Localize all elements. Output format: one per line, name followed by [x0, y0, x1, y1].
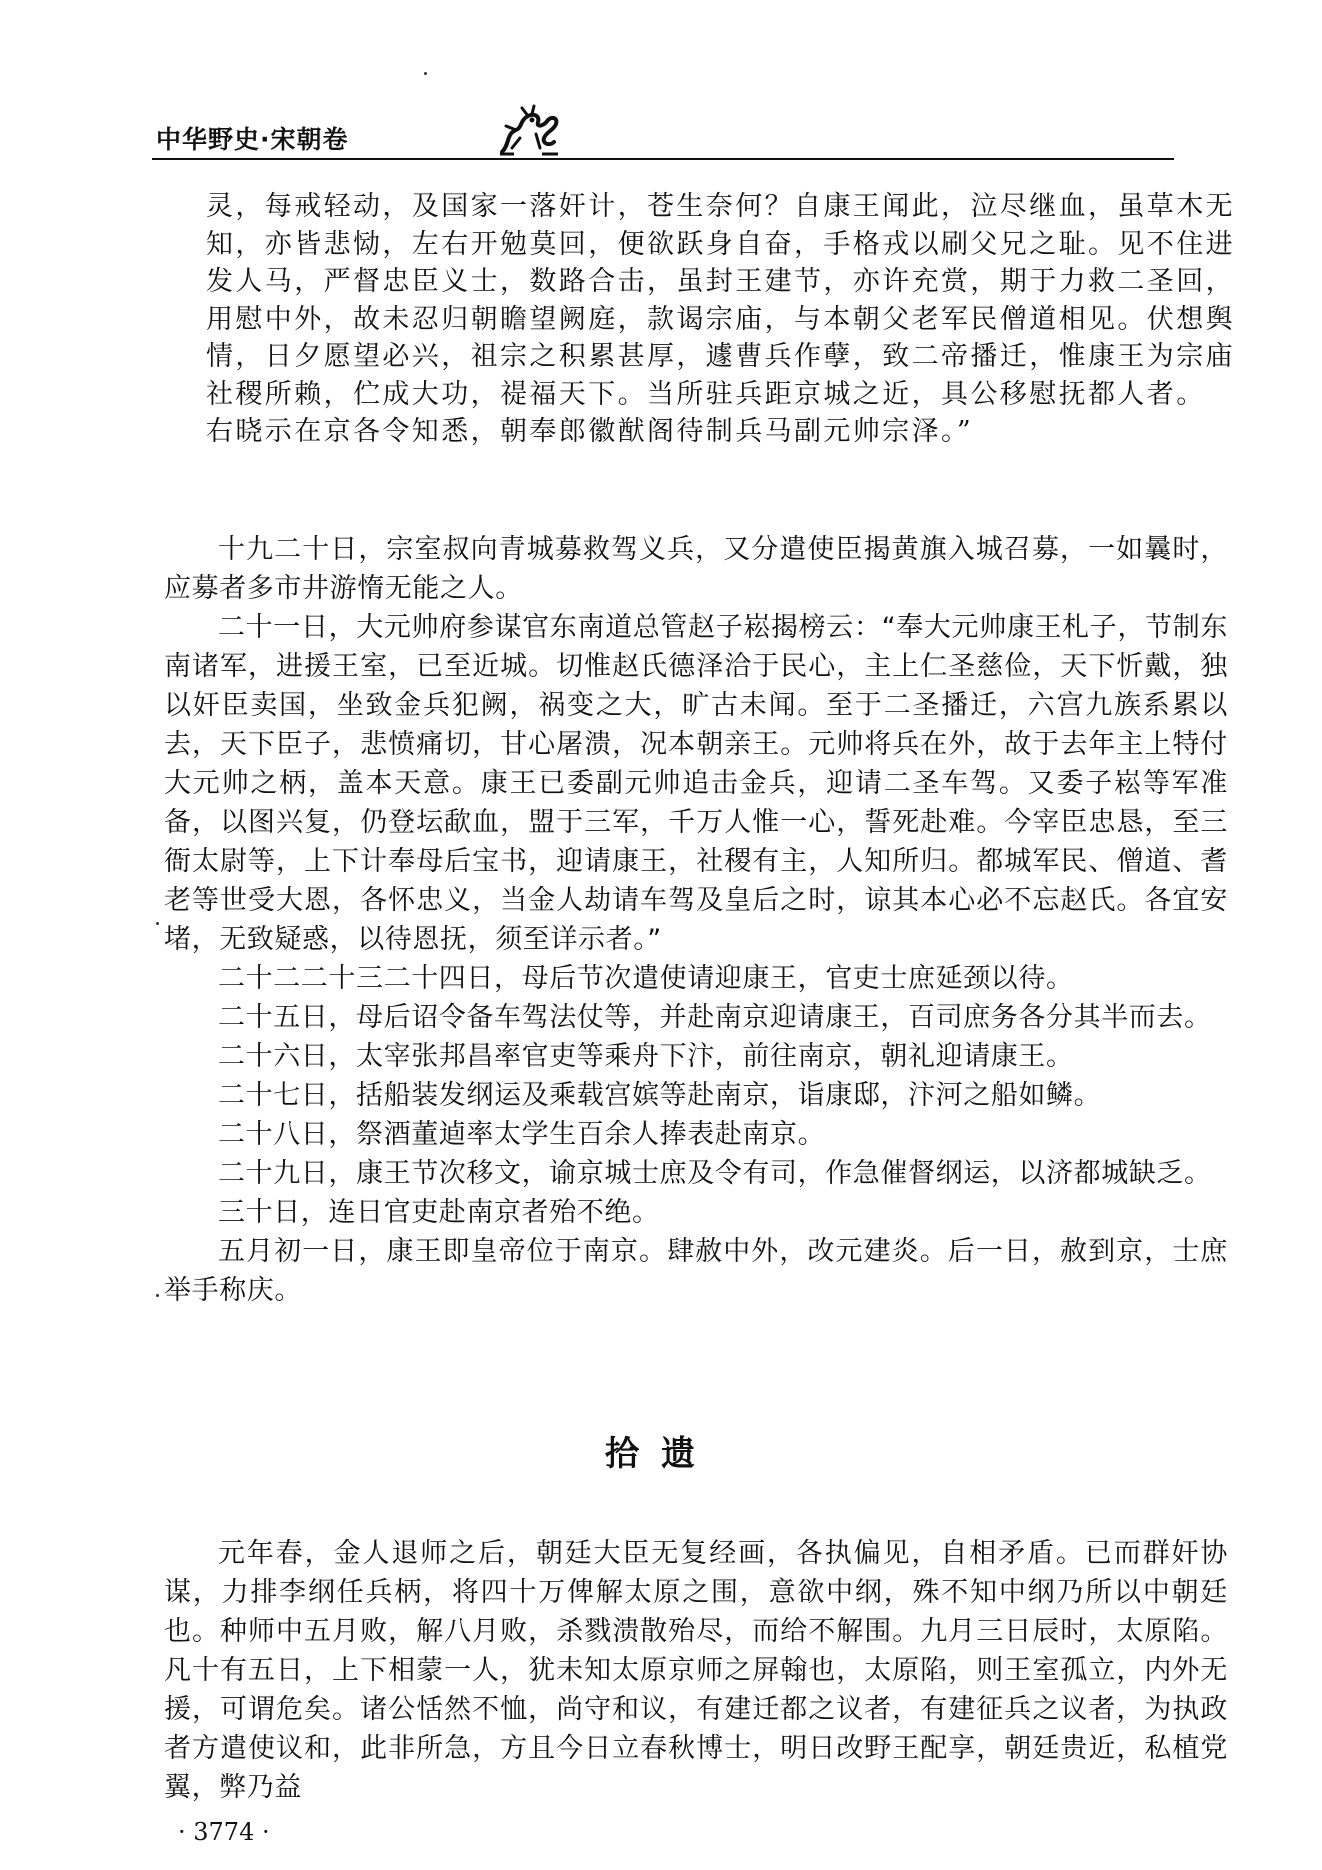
scan-speck: [156, 1294, 159, 1297]
paragraph: 二十六日，太宰张邦昌率官吏等乘舟下汴，前往南京，朝礼迎请康王。: [218, 1041, 1074, 1072]
running-header: [152, 112, 1174, 168]
quote-block: [206, 188, 1235, 451]
header-rule: [152, 158, 1174, 160]
section-text: [164, 1534, 1228, 1807]
paragraph: 三十日，连日官吏赴南京者殆不绝。: [218, 1197, 660, 1228]
scan-speck: [424, 72, 427, 75]
quote-line: 社稷所赖，伫成大功，禔福天下。当所驻兵距京城之近，具公移慰抚都人者。: [206, 378, 1206, 410]
quote-line: 知，亦皆悲恸，左右开勉莫回，便欲跃身自奋，手格戎以刷父兄之耻。见不住进: [206, 228, 1235, 260]
page-number: · 3774 ·: [178, 1818, 270, 1846]
paragraph: 元年春，金人退师之后，朝廷大臣无复经画，各执偏见，自相矛盾。已而群奸协谋，力排李纲任兵柄，将四十万俾解太原之围，意欲中纲，殊不知中纲乃所以中朝廷也。种师中五月败，解八月败，杀戮溃散殆尽，而给不解围。九月三日辰时，太原陷。凡十有五日，上下相蒙一人，犹未知太原京师之屏翰也，太原陷，则王室孤立，内外无援，可谓危矣。诸公恬然不恤，尚守和议，有建迁都之议者，有建征兵之议者，为执政者方遣使议和，此非所急，方且今日立春秋博士，明日改野王配享，朝廷贵近，私植党翼，弊乃益: [164, 1538, 1228, 1803]
paragraph: 二十二二十三二十四日，母后节次遣使请迎康王，官吏士庶延颈以待。: [218, 963, 1074, 994]
paragraph: 十九二十日，宗室叔向青城募救驾义兵，又分遣使臣揭黄旗入城召募，一如曩时，应募者多市井游惰无能之人。: [164, 534, 1228, 604]
main-text: [164, 530, 1228, 1310]
paragraph: 二十七日，括船装发纲运及乘载宫嫔等赴南京，诣康邸，汴河之船如鳞。: [218, 1080, 1102, 1111]
paragraph: 二十一日，大元帅府参谋官东南道总管赵子崧揭榜云：“奉大元帅康王札子，节制东南诸军，进援王室，已至近城。切惟赵氏德泽洽于民心，主上仁圣慈俭，天下忻戴，独以奸臣卖国，坐致金兵犯阙，祸变之大，旷古未闻。至于二圣播迁，六宫九族系累以去，天下臣子，悲愤痛切，甘心屠溃，况本朝亲王。元帅将兵在外，故于去年主上特付大元帅之柄，盖本天意。康王已委副元帅追击金兵，迎请二圣车驾。又委子崧等军准备，以图兴复，仍登坛歃血，盟于三军，千万人惟一心，誓死赴难。今宰臣忠恳，至三衙太尉等，上下计奉母后宝书，迎请康王，社稷有主，人知所归。都城军民、僧道、耆老等世受大恩，各怀忠义，当金人劫请车驾及皇后之时，谅其本心必不忘赵氏。各宜安堵，无致疑惑，以待恩抚，须至详示者。”: [164, 612, 1228, 955]
dragon-emblem-icon: [492, 104, 564, 160]
scan-speck: [156, 922, 159, 925]
quote-line: 情，日夕愿望必兴，祖宗之积累甚厚，遽曹兵作孽，致二帝播迁，惟康王为宗庙: [206, 341, 1235, 372]
running-title: 中华野史·宋朝卷: [156, 125, 349, 154]
section-title: 拾遗: [605, 1434, 717, 1474]
quote-line: 灵，每戒轻动，及国家一落奸计，苍生奈何？自康王闻此，泣尽继血，虽草木无: [206, 191, 1235, 222]
quote-line: 用慰中外，故未忍归朝瞻望阙庭，款谒宗庙，与本朝父老军民僧道相见。伏想舆: [206, 303, 1235, 335]
paragraph: 五月初一日，康王即皇帝位于南京。肆赦中外，改元建炎。后一日，赦到京，士庶举手称庆。: [164, 1236, 1228, 1306]
paragraph: 二十八日，祭酒董逌率太学生百余人捧表赴南京。: [218, 1119, 826, 1150]
paragraph: 二十五日，母后诏令备车驾法仗等，并赴南京迎请康王，百司庶务各分其半而去。: [218, 1002, 1212, 1033]
quote-line: 发人马，严督忠臣义士，数路合击，虽封王建节，亦许充赏，期于力救二圣回，: [206, 266, 1235, 297]
paragraph: 二十九日，康王节次移文，谕京城士庶及令有司，作急催督纲运，以济都城缺乏。: [218, 1158, 1212, 1189]
quote-line: 右晓示在京各令知悉，朝奉郎徽猷阁待制兵马副元帅宗泽。”: [206, 416, 974, 447]
